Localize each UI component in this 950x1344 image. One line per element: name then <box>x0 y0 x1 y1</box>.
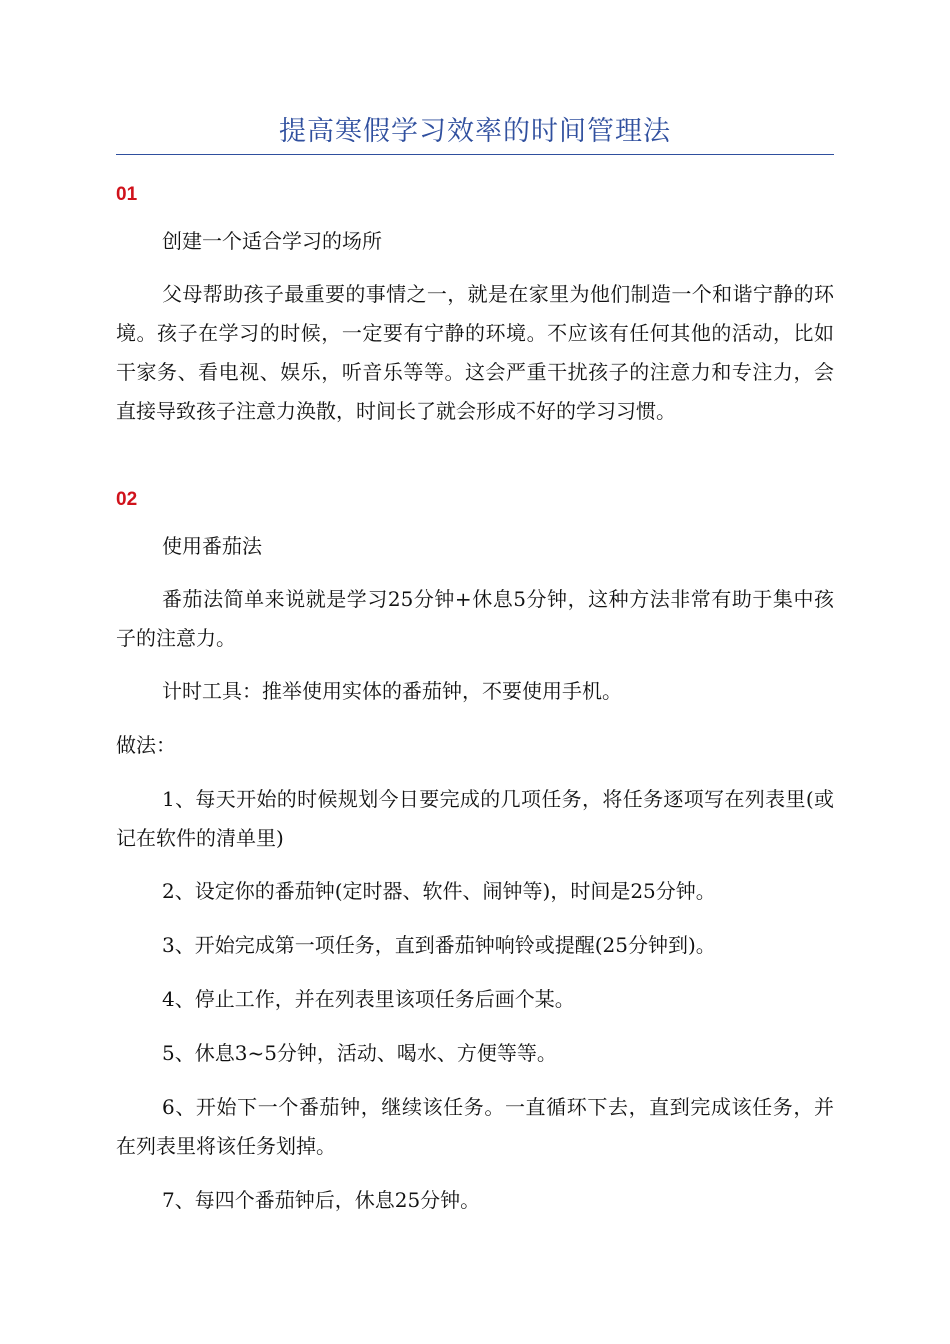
step-item-3: 3、开始完成第一项任务，直到番茄钟响铃或提醒(25分钟到)。 <box>162 933 716 957</box>
step-item-7: 7、每四个番茄钟后，休息25分钟。 <box>162 1188 481 1212</box>
document-title: 提高寒假学习效率的时间管理法 <box>279 116 671 147</box>
step-item-4: 4、停止工作，并在列表里该项任务后画个某。 <box>162 987 575 1011</box>
step-item-6: 6、开始下一个番茄钟，继续该任务。一直循环下去，直到完成该任务，并在列表里将该任务划掉。 <box>116 1095 834 1158</box>
timer-tool-paragraph: 计时工具：推举使用实体的番茄钟，不要使用手机。 <box>162 679 622 703</box>
section-heading-01: 创建一个适合学习的场所 <box>162 229 382 253</box>
section-number-01: 01 <box>116 184 138 205</box>
section-number-02: 02 <box>116 489 138 510</box>
method-label: 做法： <box>116 733 176 757</box>
section-intro-02: 番茄法简单来说就是学习25分钟+休息5分钟，这种方法非常有助于集中孩子的注意力。 <box>116 587 834 650</box>
title-underline <box>116 154 834 155</box>
step-item-5: 5、休息3~5分钟，活动、喝水、方便等等。 <box>162 1041 557 1065</box>
step-item-1: 1、每天开始的时候规划今日要完成的几项任务，将任务逐项写在列表里(或记在软件的清单里) <box>116 787 834 850</box>
section-heading-02: 使用番茄法 <box>162 534 262 558</box>
section-body-01: 父母帮助孩子最重要的事情之一，就是在家里为他们制造一个和谐宁静的环境。孩子在学习的时候，一定要有宁静的环境。不应该有任何其他的活动，比如干家务、看电视、娱乐，听音乐等等。这会严重干扰孩子的注意力和专注力，会直接导致孩子注意力涣散，时间长了就会形成不好的学习习惯。 <box>116 282 834 423</box>
step-item-2: 2、设定你的番茄钟(定时器、软件、闹钟等)，时间是25分钟。 <box>162 879 716 903</box>
